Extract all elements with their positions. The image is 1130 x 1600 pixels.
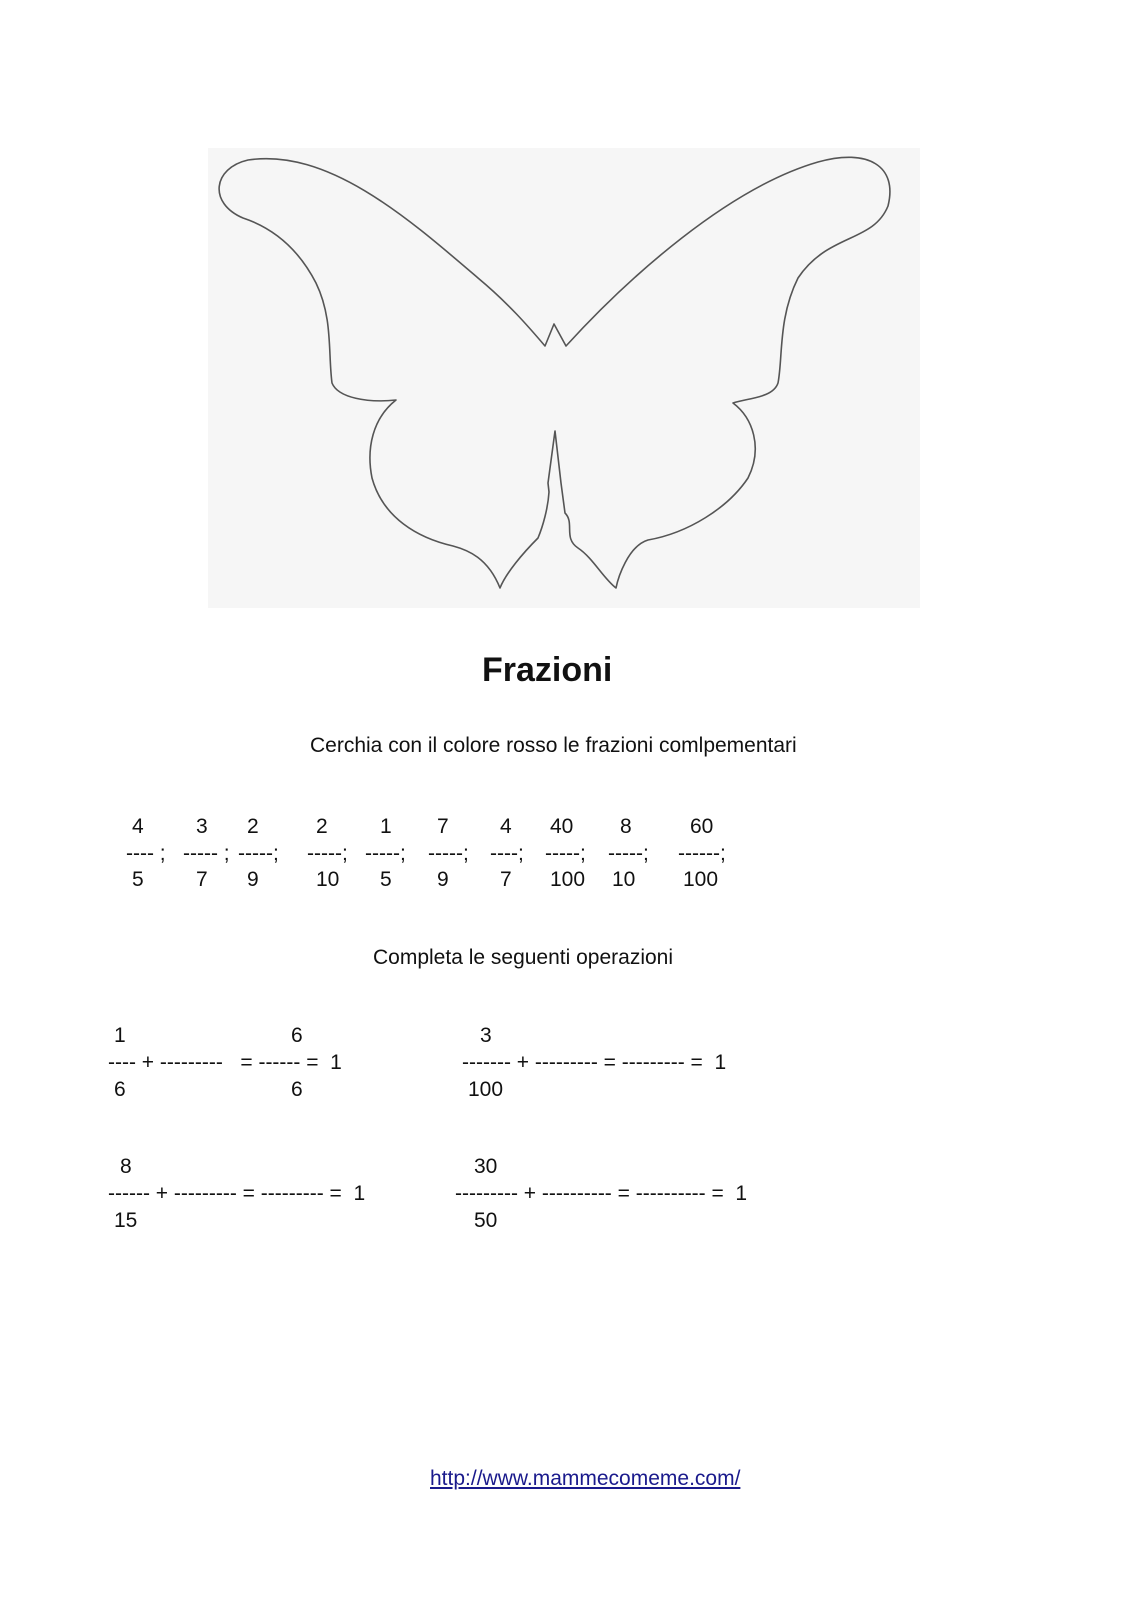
fraction-denominator: 10	[316, 868, 340, 891]
fraction-numerator: 2	[247, 815, 259, 838]
fraction-numerator: 7	[437, 815, 449, 838]
instruction-complementary: Cerchia con il colore rosso le frazioni comlpementari	[310, 734, 797, 757]
fraction-denominator: 9	[247, 868, 259, 891]
fraction-numerator: 4	[132, 815, 144, 838]
fraction-bar: -----;	[545, 842, 586, 865]
fraction-numerator: 4	[500, 815, 512, 838]
operation-result-denominator: 6	[291, 1078, 303, 1101]
operation-line: ------- + --------- = --------- = 1	[462, 1051, 727, 1074]
fraction-bar: -----;	[238, 842, 279, 865]
operation-numerator: 3	[480, 1024, 492, 1047]
operation-line: ------ + --------- = --------- = 1	[108, 1182, 366, 1205]
fraction-bar: ---- ;	[126, 842, 166, 865]
fraction-denominator: 100	[550, 868, 586, 891]
fraction-denominator: 10	[612, 868, 636, 891]
page-title: Frazioni	[482, 651, 613, 689]
fraction-bar: ------;	[678, 842, 726, 865]
fraction-numerator: 2	[316, 815, 328, 838]
operation-numerator: 1	[114, 1024, 126, 1047]
fraction-denominator: 5	[380, 868, 392, 891]
operation-denominator: 50	[474, 1209, 498, 1232]
operation-denominator: 15	[114, 1209, 138, 1232]
operation-numerator: 30	[474, 1155, 498, 1178]
fraction-denominator: 9	[437, 868, 449, 891]
fraction-bar: ----;	[490, 842, 524, 865]
butterfly-outline-image	[208, 148, 920, 608]
fraction-bar: -----;	[307, 842, 348, 865]
fraction-bar: -----;	[365, 842, 406, 865]
butterfly-outline-icon	[208, 148, 920, 608]
fraction-denominator: 7	[196, 868, 208, 891]
fraction-numerator: 40	[550, 815, 574, 838]
fraction-denominator: 100	[683, 868, 719, 891]
operation-denominator: 100	[468, 1078, 504, 1101]
operation-numerator: 8	[120, 1155, 132, 1178]
fraction-numerator: 60	[690, 815, 714, 838]
footer-website-link[interactable]: http://www.mammecomeme.com/	[430, 1467, 741, 1490]
fraction-denominator: 5	[132, 868, 144, 891]
fraction-numerator: 1	[380, 815, 392, 838]
fraction-bar: -----;	[428, 842, 469, 865]
fraction-numerator: 3	[196, 815, 208, 838]
fraction-bar: -----;	[608, 842, 649, 865]
operation-result-numerator: 6	[291, 1024, 303, 1047]
fraction-denominator: 7	[500, 868, 512, 891]
operation-line: --------- + ---------- = ---------- = 1	[455, 1182, 748, 1205]
fraction-bar: ----- ;	[183, 842, 230, 865]
operation-line: ---- + --------- = ------ = 1	[108, 1051, 342, 1074]
operation-denominator: 6	[114, 1078, 126, 1101]
instruction-operations: Completa le seguenti operazioni	[373, 946, 674, 969]
fraction-numerator: 8	[620, 815, 632, 838]
